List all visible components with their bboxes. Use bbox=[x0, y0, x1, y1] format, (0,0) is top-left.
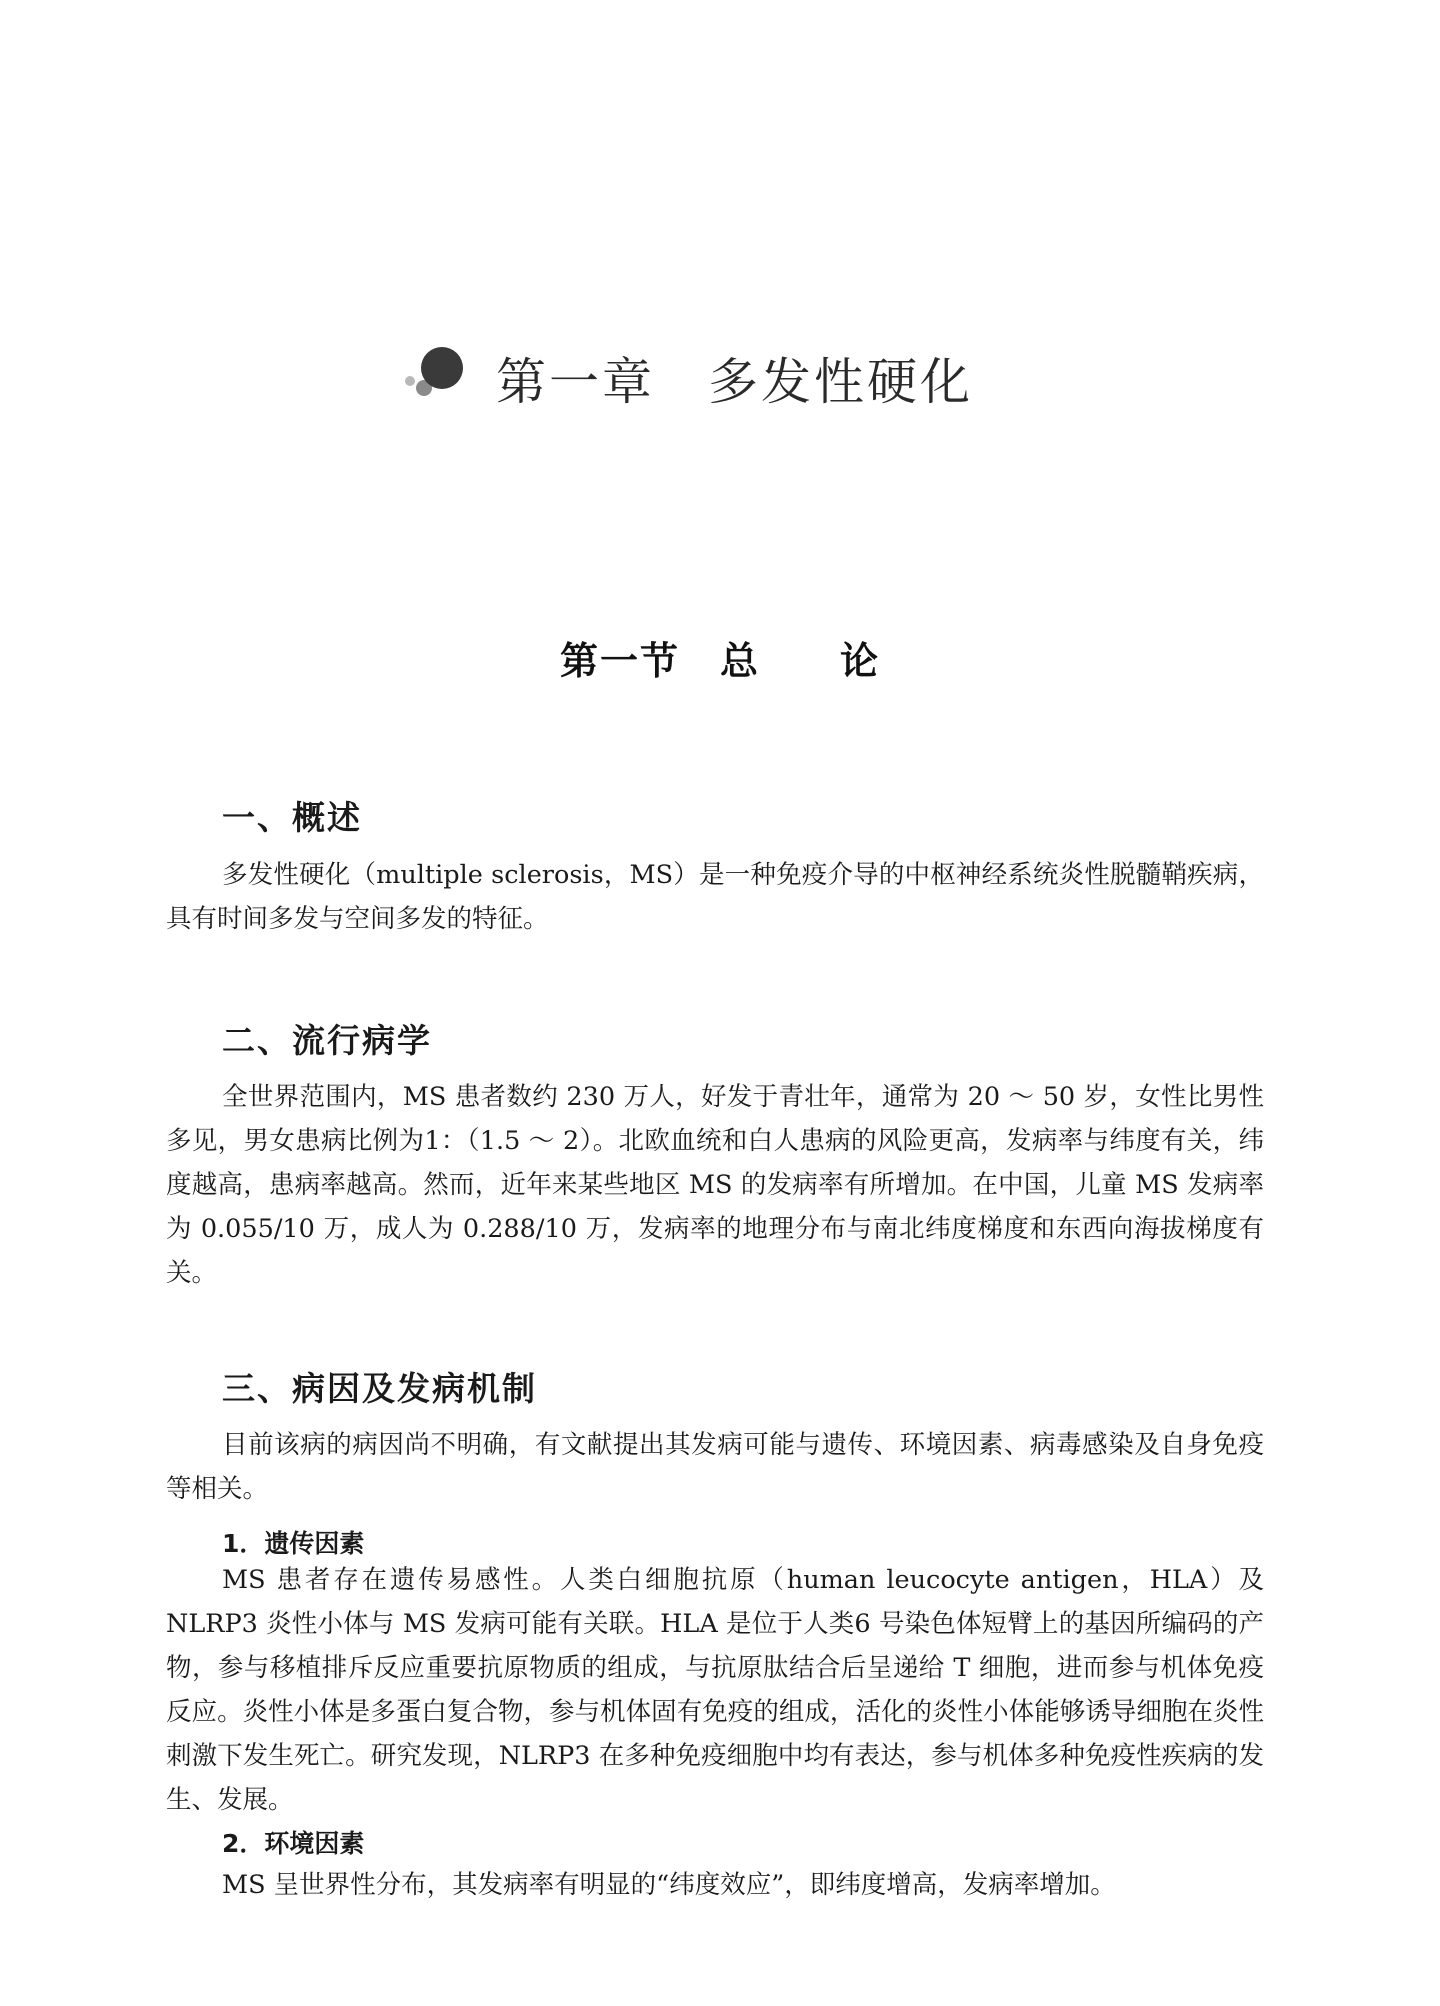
section-title: 第一节 总 论 bbox=[559, 639, 880, 683]
paragraph-overview: 多发性硬化（multiple sclerosis，MS）是一种免疫介导的中枢神经系统炎性脱髓鞘疾病，具有时间多发与空间多发的特征。 bbox=[166, 860, 1264, 934]
chapter-header bbox=[400, 340, 1100, 430]
paragraph-genetic-factors: MS 患者存在遗传易感性。人类白细胞抗原（human leucocyte antigen，HLA）及 NLRP3 炎性小体与 MS 发病可能有关联。HLA 是位于人类6 号染色体短臂上的基因所编码的产物，参与移植排斥反应重要抗原物质的组成，与抗原肽结合后呈递给 T 细胞，进而参与机体免疫反应。炎性小体是多蛋白复合物，参与机体固有免疫的组成，活化的炎性小体能够诱导细胞在炎性刺激下发生死亡。研究发现，NLRP3 在多种免疫细胞中均有表达，参与机体多种免疫性疾病的发生、发展。 bbox=[166, 1565, 1264, 1815]
subheading-environmental-factors: 2．环境因素 bbox=[222, 1829, 365, 1858]
chapter-dots-icon bbox=[400, 344, 480, 404]
chapter-title: 第一章 多发性硬化 bbox=[496, 353, 973, 411]
paragraph-environmental-factors: MS 呈世界性分布，其发病率有明显的“纬度效应”，即纬度增高，发病率增加。 bbox=[222, 1870, 1116, 1900]
heading-overview: 一、概述 bbox=[222, 798, 362, 837]
heading-etiology: 三、病因及发病机制 bbox=[222, 1369, 537, 1408]
heading-epidemiology: 二、流行病学 bbox=[222, 1021, 432, 1060]
paragraph-etiology-intro: 目前该病的病因尚不明确，有文献提出其发病可能与遗传、环境因素、病毒感染及自身免疫等相关。 bbox=[166, 1430, 1264, 1504]
subheading-genetic-factors: 1．遗传因素 bbox=[222, 1529, 365, 1558]
paragraph-epidemiology: 全世界范围内，MS 患者数约 230 万人，好发于青壮年，通常为 20 ～ 50 岁，女性比男性多见，男女患病比例为1：（1.5 ～ 2）。北欧血统和白人患病的风险更高，发病率与纬度有关，纬度越高，患病率越高。然而，近年来某些地区 MS 的发病率有所增加。在中国，儿童 MS 发病率为 0.055/10 万，成人为 0.288/10 万，发病率的地理分布与南北纬度梯度和东西向海拔梯度有关。 bbox=[166, 1082, 1264, 1288]
